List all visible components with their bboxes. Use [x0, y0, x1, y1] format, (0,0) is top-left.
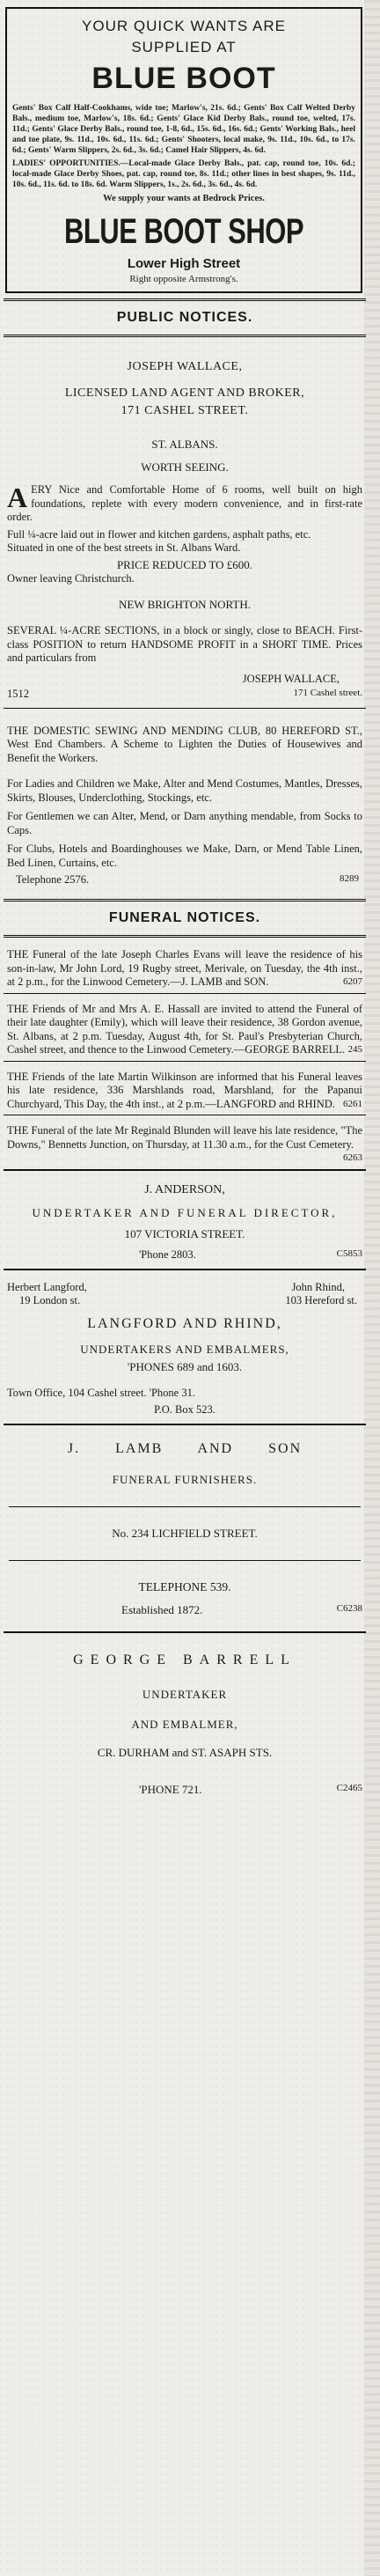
price-line: PRICE REDUCED TO £600. — [116, 557, 253, 571]
agent-title: LICENSED LAND AGENT AND BROKER, — [64, 386, 305, 400]
club-ladies: For Ladies and Children we Make, Alter and Mend Costumes, Mantles, Dresses, Skirts, Blouses, Underclothing, Stockings, etc. — [7, 777, 362, 804]
wallace-signature-line — [7, 688, 362, 701]
situated-description: Situated in one of the best streets in St. Albans Ward. — [7, 541, 241, 554]
langford-name: LANGFORD AND RHIND, — [87, 1315, 282, 1331]
divider — [4, 1269, 366, 1270]
langford-office: Town Office, 104 Cashel street. 'Phone 31. — [7, 1386, 195, 1399]
funeral-notice-blunden: THE Funeral of the late Mr Reginald Blunden will leave his late residence, "The Downs," Bennetts Junction, on Thursday, at 11.30 a.m., for the Cust Cemetery. 6263 — [7, 1124, 362, 1166]
anderson-phone-line — [7, 1248, 362, 1262]
langford-left1: Herbert Langford, — [7, 1280, 87, 1293]
barrell-title: UNDERTAKER — [142, 1688, 228, 1701]
ad-brand: BLUE BOOT — [91, 62, 276, 95]
wallace-address: 171 Cashel street. — [293, 687, 362, 698]
blue-boot-advertisement — [5, 7, 362, 293]
section-description: Full ¼-acre laid out in flower and kitchen gardens, asphalt paths, etc. — [7, 527, 311, 541]
worth-seeing-heading: WORTH SEEING. — [141, 460, 229, 474]
divider — [4, 708, 366, 709]
lamb-address: No. 234 LICHFIELD STREET. — [112, 1527, 258, 1540]
wallace-signature: JOSEPH WALLACE, — [242, 672, 340, 685]
wallace-notice — [4, 348, 366, 704]
club-intro: THE DOMESTIC SEWING AND MENDING CLUB, 80 HEREFORD ST., West End Chambers. A Scheme to Lighten the Duties of Housewives and Benefit the Workers. — [7, 724, 362, 764]
ref-6263: 6263 — [343, 1152, 362, 1163]
sections-description: SEVERAL ¼-ACRE SECTIONS, in a block or singly, close to BEACH. First-class POSITION to return HANDSOME PROFIT in a SHORT TIME. Prices and particulars from — [7, 624, 362, 664]
divider — [9, 1560, 361, 1561]
st-albans-heading: ST. ALBANS. — [151, 438, 218, 451]
ad-header-line1: YOUR QUICK WANTS ARE — [82, 18, 286, 34]
barrell-title2: AND EMBALMER, — [131, 1718, 238, 1731]
barrell-ref: C2465 — [336, 1783, 362, 1793]
barrell-name: GEORGE BARRELL — [73, 1652, 296, 1667]
funeral-notice-hassall: THE Friends of Mr and Mrs A. E. Hassall are invited to attend the Funeral of their late daughter (Emily), which will leave their residence, 38 Gordon avenue, St. Albans, at 2 p.m. Tuesday, August 4th, for St. Paul's Presbyterian Church, Cashel street, and thence to the Linwood Cemetery.—GEORGE BARRELL. 245 — [7, 1002, 362, 1056]
club-telephone-line — [16, 873, 359, 887]
sewing-club-notice — [4, 712, 366, 891]
ref-245: 245 — [347, 1044, 362, 1055]
funeral-notices-heading: FUNERAL NOTICES. — [4, 899, 366, 938]
lamb-est-line — [7, 1603, 362, 1617]
anderson-title: UNDERTAKER AND FUNERAL DIRECTOR, — [32, 1205, 338, 1219]
ad-goods-list: Gents' Box Calf Half-Cookhams, wide toe; Marlow's, 21s. 6d.; Gents' Box Calf Welted Derby Bals., medium toe, Marlow's, 18s. 6d.; Gents' Glace Kid Derby Bals., round toe, welted, 17s. 11d.; Gents' Glace Derby Bals., round toe, 1-8, 6d., 15s. 6d., 16s. 6d.; Gents' Working Bals., heel and toe plate, 9s. 11d., 10s. 6d., 11s. 6d.; Gents' Shooters, local make, 9s. 11d., 10s. 6d., to 17s. 6d.; Gents' Warm Slippers, 2s. 6d., 3s. 6d.; Camel Hair Slippers, 4s. 6d. — [12, 104, 355, 155]
anderson-address: 107 VICTORIA STREET. — [124, 1226, 245, 1240]
ad-supply-line: We supply your wants at Bedrock Prices. — [103, 194, 265, 203]
divider — [4, 1424, 366, 1425]
ad-shop-name: BLUE BOOT SHOP — [63, 210, 303, 252]
club-gentlemen: For Gentlemen we can Alter, Mend, or Darn anything mendable, from Socks to Caps. — [7, 810, 362, 836]
langford-right1: John Rhind, — [291, 1280, 345, 1293]
ad-ladies-list: LADIES' OPPORTUNITIES.—Local-made Glace Derby Bals., pat. cap, round toe, 10s. 6d.; local-made Glace Derby Shoes, pat. cap, round toe, 8s. 11d.; other lines in best shapes, 9s. 11d., 10s. 6d., 11s. 6d. to 18s. 6d. Warm Slippers, 1s., 2s. 6d., 3s. 6d., 4s. 6d. — [12, 159, 355, 189]
barrell-advert — [4, 1637, 366, 1800]
langford-box: P.O. Box 523. — [154, 1403, 216, 1416]
funeral-notice-wilkinson: THE Friends of the late Martin Wilkinson are informed that his Funeral leaves his late residence, 336 Marshlands road, Marshland, for the Papanui Churchyard, This Day, the 4th inst., at 2 p.m.—LANGFORD and RHIND. 6261 — [7, 1070, 362, 1110]
lamb-ref: C6238 — [336, 1603, 362, 1614]
anderson-advert — [4, 1174, 366, 1265]
langford-title: UNDERTAKERS AND EMBALMERS, — [80, 1342, 289, 1356]
divider — [4, 993, 366, 994]
anderson-ref: C5853 — [336, 1248, 362, 1259]
langford-rhind-advert — [4, 1274, 366, 1421]
agent-name: JOSEPH WALLACE, — [127, 360, 243, 373]
langford-phones: 'PHONES 689 and 1603. — [127, 1359, 243, 1373]
barrell-phone-line — [7, 1783, 362, 1797]
club-telephone: Telephone 2576. — [16, 873, 90, 886]
ad-shop-address: Lower High Street — [127, 256, 241, 271]
club-ref: 8289 — [340, 873, 359, 884]
ad-shop-location: Right opposite Armstrong's. — [129, 274, 238, 284]
house-description: AERY Nice and Comfortable Home of 6 rooms, well built on high foundations, replete with every modern convenience, and in first-rate order. — [7, 483, 362, 523]
ref-6207: 6207 — [343, 976, 362, 987]
divider — [4, 1169, 366, 1171]
anderson-phone: 'Phone 2803. — [139, 1248, 196, 1261]
barrell-address: CR. DURHAM and ST. ASAPH STS. — [97, 1746, 273, 1759]
funeral-notice-evans: THE Funeral of the late Joseph Charles Evans will leave the residence of his son-in-law, Mr John Lord, 19 Rugby street, Merivale, on Tuesday, the 4th inst., at 2 p.m., for the Linwood Cemetery.—J. LAMB and SON. 6207 — [7, 948, 362, 988]
club-clubs: For Clubs, Hotels and Boardinghouses we Make, Darn, or Mend Table Linen, Bed Linen, Curtains, etc. — [7, 843, 362, 869]
new-brighton-heading: NEW BRIGHTON NORTH. — [118, 598, 252, 611]
lamb-est: Established 1872. — [121, 1603, 203, 1616]
lamb-phone: TELEPHONE 539. — [138, 1580, 231, 1593]
divider — [4, 1631, 366, 1633]
langford-partners — [7, 1281, 362, 1294]
lamb-name: J. LAMB AND SON — [67, 1441, 303, 1456]
anderson-name: J. ANDERSON, — [144, 1182, 225, 1196]
wallace-ref: 1512 — [7, 687, 29, 700]
agent-address: 171 CASHEL STREET. — [121, 404, 249, 417]
ref-6261: 6261 — [343, 1098, 362, 1109]
ad-header-line2: SUPPLIED AT — [131, 39, 237, 55]
lamb-title: FUNERAL FURNISHERS. — [112, 1473, 258, 1486]
divider — [4, 1061, 366, 1062]
public-notices-heading: PUBLIC NOTICES. — [4, 298, 366, 337]
langford-partners-addr — [7, 1294, 362, 1307]
langford-right2: 103 Hereford st. — [285, 1293, 357, 1306]
divider — [9, 1506, 361, 1507]
langford-left2: 19 London st. — [19, 1293, 81, 1306]
barrell-phone: 'PHONE 721. — [139, 1783, 202, 1796]
lamb-advert — [4, 1429, 366, 1628]
owner-line: Owner leaving Christchurch. — [7, 571, 135, 585]
